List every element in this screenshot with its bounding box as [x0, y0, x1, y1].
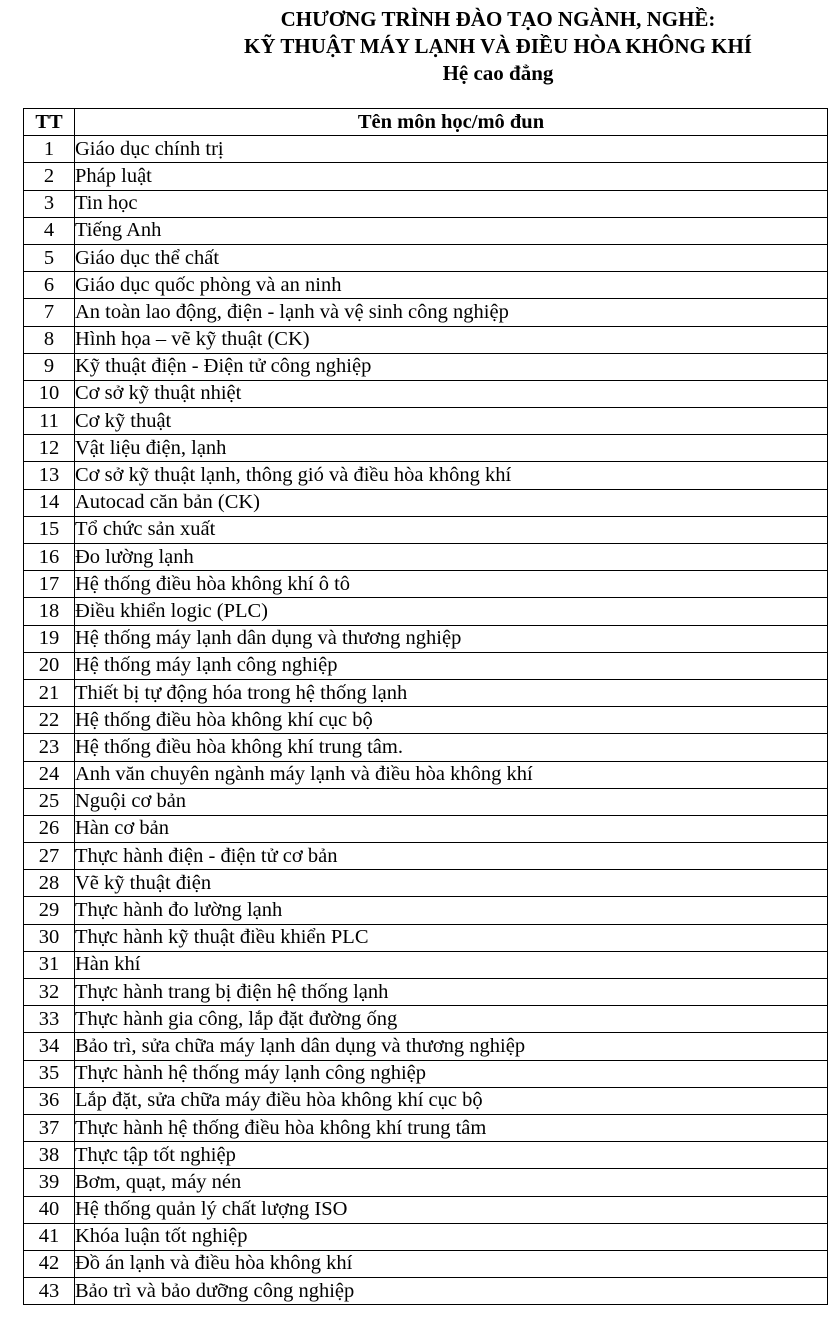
table-row	[24, 489, 828, 516]
table-row	[24, 1250, 828, 1277]
table-row	[24, 544, 828, 571]
subject-name: Hệ thống điều hòa không khí trung tâm.	[75, 734, 828, 761]
row-number: 19	[24, 625, 75, 652]
row-number: 37	[24, 1114, 75, 1141]
table-row	[24, 217, 828, 244]
table-body	[24, 136, 828, 1305]
table-row	[24, 380, 828, 407]
curriculum-table	[23, 108, 828, 1305]
subject-name: Hàn cơ bản	[75, 815, 828, 842]
subject-name: Cơ sở kỹ thuật nhiệt	[75, 380, 828, 407]
column-header-subject: Tên môn học/mô đun	[75, 109, 828, 136]
row-number: 6	[24, 272, 75, 299]
subject-name: Thực hành trang bị điện hệ thống lạnh	[75, 979, 828, 1006]
subject-name: Thực hành hệ thống máy lạnh công nghiệp	[75, 1060, 828, 1087]
subject-name: Giáo dục thể chất	[75, 244, 828, 271]
document-header	[0, 6, 832, 87]
subject-name: Thực hành kỹ thuật điều khiển PLC	[75, 924, 828, 951]
table-row	[24, 761, 828, 788]
row-number: 26	[24, 815, 75, 842]
row-number: 31	[24, 951, 75, 978]
row-number: 29	[24, 897, 75, 924]
table-row	[24, 734, 828, 761]
table-row	[24, 897, 828, 924]
row-number: 15	[24, 516, 75, 543]
subject-name: Đồ án lạnh và điều hòa không khí	[75, 1250, 828, 1277]
row-number: 2	[24, 163, 75, 190]
row-number: 38	[24, 1142, 75, 1169]
subject-name: Bảo trì và bảo dưỡng công nghiệp	[75, 1278, 828, 1305]
row-number: 16	[24, 544, 75, 571]
table-row	[24, 516, 828, 543]
table-row	[24, 1223, 828, 1250]
table-row	[24, 190, 828, 217]
table-row	[24, 1169, 828, 1196]
row-number: 33	[24, 1006, 75, 1033]
subject-name: Hệ thống điều hòa không khí cục bộ	[75, 707, 828, 734]
row-number: 27	[24, 843, 75, 870]
row-number: 1	[24, 136, 75, 163]
row-number: 40	[24, 1196, 75, 1223]
table-row	[24, 163, 828, 190]
row-number: 30	[24, 924, 75, 951]
subject-name: Vật liệu điện, lạnh	[75, 435, 828, 462]
table-row	[24, 299, 828, 326]
row-number: 8	[24, 326, 75, 353]
table-row	[24, 598, 828, 625]
table-row	[24, 244, 828, 271]
row-number: 32	[24, 979, 75, 1006]
row-number: 13	[24, 462, 75, 489]
row-number: 11	[24, 408, 75, 435]
subject-name: Kỹ thuật điện - Điện tử công nghiệp	[75, 353, 828, 380]
subject-name: Hàn khí	[75, 951, 828, 978]
subject-name: Thực hành hệ thống điều hòa không khí trung tâm	[75, 1114, 828, 1141]
program-level: Hệ cao đẳng	[442, 61, 554, 85]
table-row	[24, 1087, 828, 1114]
table-row	[24, 1142, 828, 1169]
subject-name: Tiếng Anh	[75, 217, 828, 244]
subject-name: Lắp đặt, sửa chữa máy điều hòa không khí cục bộ	[75, 1087, 828, 1114]
table-row	[24, 571, 828, 598]
row-number: 12	[24, 435, 75, 462]
row-number: 9	[24, 353, 75, 380]
subject-name: Giáo dục chính trị	[75, 136, 828, 163]
subject-name: Anh văn chuyên ngành máy lạnh và điều hòa không khí	[75, 761, 828, 788]
column-header-tt: TT	[24, 109, 75, 136]
table-row	[24, 788, 828, 815]
table-row	[24, 1114, 828, 1141]
table-row	[24, 707, 828, 734]
row-number: 14	[24, 489, 75, 516]
subject-name: Vẽ kỹ thuật điện	[75, 870, 828, 897]
row-number: 20	[24, 652, 75, 679]
subject-name: Đo lường lạnh	[75, 544, 828, 571]
row-number: 17	[24, 571, 75, 598]
subject-name: Thực hành điện - điện tử cơ bản	[75, 843, 828, 870]
row-number: 35	[24, 1060, 75, 1087]
table-row	[24, 136, 828, 163]
table-row	[24, 1196, 828, 1223]
table-row	[24, 462, 828, 489]
table-row	[24, 815, 828, 842]
row-number: 18	[24, 598, 75, 625]
row-number: 23	[24, 734, 75, 761]
row-number: 42	[24, 1250, 75, 1277]
subject-name: Hệ thống điều hòa không khí ô tô	[75, 571, 828, 598]
subject-name: Cơ kỹ thuật	[75, 408, 828, 435]
subject-name: Khóa luận tốt nghiệp	[75, 1223, 828, 1250]
table-row	[24, 326, 828, 353]
row-number: 39	[24, 1169, 75, 1196]
table-row	[24, 679, 828, 706]
table-row	[24, 1033, 828, 1060]
table-row	[24, 353, 828, 380]
table-row	[24, 1060, 828, 1087]
row-number: 3	[24, 190, 75, 217]
subject-name: Điều khiển logic (PLC)	[75, 598, 828, 625]
row-number: 25	[24, 788, 75, 815]
table-row	[24, 1006, 828, 1033]
row-number: 21	[24, 679, 75, 706]
subject-name: Pháp luật	[75, 163, 828, 190]
row-number: 22	[24, 707, 75, 734]
subject-name: Thiết bị tự động hóa trong hệ thống lạnh	[75, 679, 828, 706]
subject-name: Hình họa – vẽ kỹ thuật (CK)	[75, 326, 828, 353]
subject-name: Giáo dục quốc phòng và an ninh	[75, 272, 828, 299]
row-number: 28	[24, 870, 75, 897]
table-row	[24, 625, 828, 652]
subject-name: Cơ sở kỹ thuật lạnh, thông gió và điều hòa không khí	[75, 462, 828, 489]
subject-name: Tổ chức sản xuất	[75, 516, 828, 543]
row-number: 10	[24, 380, 75, 407]
table-row	[24, 951, 828, 978]
subject-name: An toàn lao động, điện - lạnh và vệ sinh công nghiệp	[75, 299, 828, 326]
subject-name: Autocad căn bản (CK)	[75, 489, 828, 516]
table-row	[24, 652, 828, 679]
subject-name: Bơm, quạt, máy nén	[75, 1169, 828, 1196]
row-number: 7	[24, 299, 75, 326]
table-row	[24, 979, 828, 1006]
row-number: 43	[24, 1278, 75, 1305]
subject-name: Hệ thống quản lý chất lượng ISO	[75, 1196, 828, 1223]
table-row	[24, 924, 828, 951]
subject-name: Nguội cơ bản	[75, 788, 828, 815]
subject-name: Thực tập tốt nghiệp	[75, 1142, 828, 1169]
row-number: 5	[24, 244, 75, 271]
subject-name: Hệ thống máy lạnh công nghiệp	[75, 652, 828, 679]
table-row	[24, 1278, 828, 1305]
table-row	[24, 408, 828, 435]
program-title-line-2: KỸ THUẬT MÁY LẠNH VÀ ĐIỀU HÒA KHÔNG KHÍ	[244, 34, 752, 58]
subject-name: Tin học	[75, 190, 828, 217]
row-number: 41	[24, 1223, 75, 1250]
subject-name: Thực hành đo lường lạnh	[75, 897, 828, 924]
subject-name: Thực hành gia công, lắp đặt đường ống	[75, 1006, 828, 1033]
row-number: 24	[24, 761, 75, 788]
row-number: 36	[24, 1087, 75, 1114]
table-header-row	[24, 109, 828, 136]
row-number: 34	[24, 1033, 75, 1060]
table-row	[24, 272, 828, 299]
table-row	[24, 435, 828, 462]
row-number: 4	[24, 217, 75, 244]
program-title-line-1: CHƯƠNG TRÌNH ĐÀO TẠO NGÀNH, NGHỀ:	[280, 7, 716, 31]
subject-name: Bảo trì, sửa chữa máy lạnh dân dụng và thương nghiệp	[75, 1033, 828, 1060]
subject-name: Hệ thống máy lạnh dân dụng và thương nghiệp	[75, 625, 828, 652]
table-row	[24, 870, 828, 897]
table-row	[24, 843, 828, 870]
